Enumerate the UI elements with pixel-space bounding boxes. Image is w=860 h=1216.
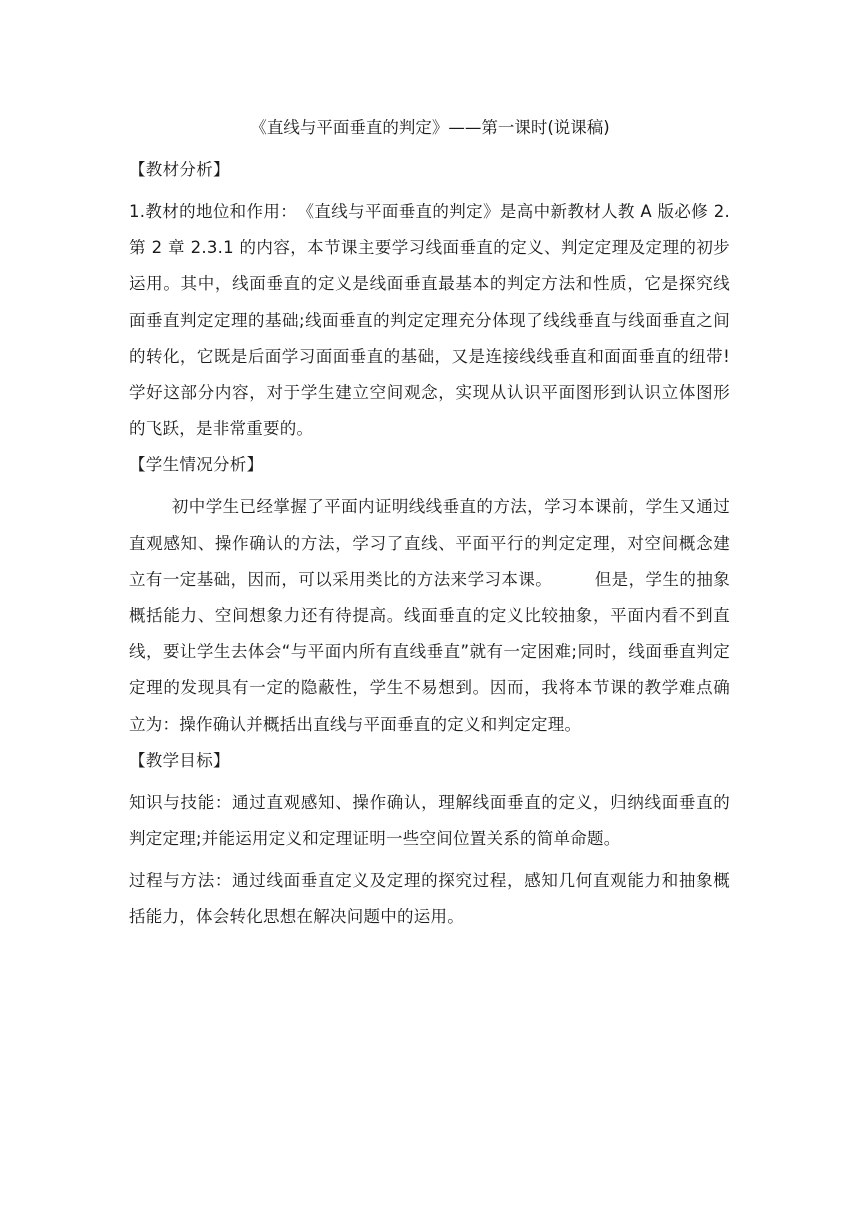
paragraph: 过程与方法：通过线面垂直定义及定理的探究过程，感知几何直观能力和抽象概括能力，体会转化思想在解决问题中的运用。 bbox=[129, 871, 730, 927]
paragraph: 1.教材的地位和作用： 《直线与平面垂直的判定》是高中新教材人教 A 版必修 2.第 2 章 2.3.1 的内容，本节课主要学习线面垂直的定义、判定定理及定理的初步运用。其中，线面垂直的定义是线面垂直最基本的判定方法和性质，它是探究线面垂直判定定理的基础;线面垂直的判定定理充分体现了线线垂直与线面垂直之间的转化，它既是后面学习面面垂直的基础，又是连接线线垂直和面面垂直的纽带!学好这部分内容，对于学生建立空间观念，实现从认识平面图形到认识立体图形的飞跃，是非常重要的。 bbox=[129, 202, 730, 439]
paragraph: 初中学生已经掌握了平面内证明线线垂直的方法，学习本课前，学生又通过直观感知、操作确认的方法，学习了直线、平面平行的判定定理，对空间概念建立有一定基础，因而，可以采用类比的方法来学习本课。 但是，学生的抽象概括能力、空间想象力还有待提高。线面垂直的定义比较抽象，平面内看不到直线，要让学生去体会“与平面内所有直线垂直”就有一定困难;同时，线面垂直判定定理的发现具有一定的隐蔽性，学生不易想到。因而，我将本节课的教学难点确立为：操作确认并概括出直线与平面垂直的定义和判定定理。 bbox=[129, 497, 730, 734]
section-heading: 【教学目标】 bbox=[129, 750, 230, 770]
section-student-analysis bbox=[129, 453, 730, 742]
document-body bbox=[129, 158, 730, 942]
section-teaching-goals bbox=[129, 749, 730, 936]
document-title: 《直线与平面垂直的判定》——第一课时(说课稿) bbox=[250, 118, 610, 137]
section-heading: 【教材分析】 bbox=[129, 160, 230, 179]
section-textbook-analysis bbox=[129, 158, 730, 447]
paragraph: 知识与技能：通过直观感知、操作确认，理解线面垂直的定义，归纳线面垂直的判定定理;并能运用定义和定理证明一些空间位置关系的简单命题。 bbox=[129, 792, 730, 849]
section-heading: 【学生情况分析】 bbox=[129, 455, 264, 475]
